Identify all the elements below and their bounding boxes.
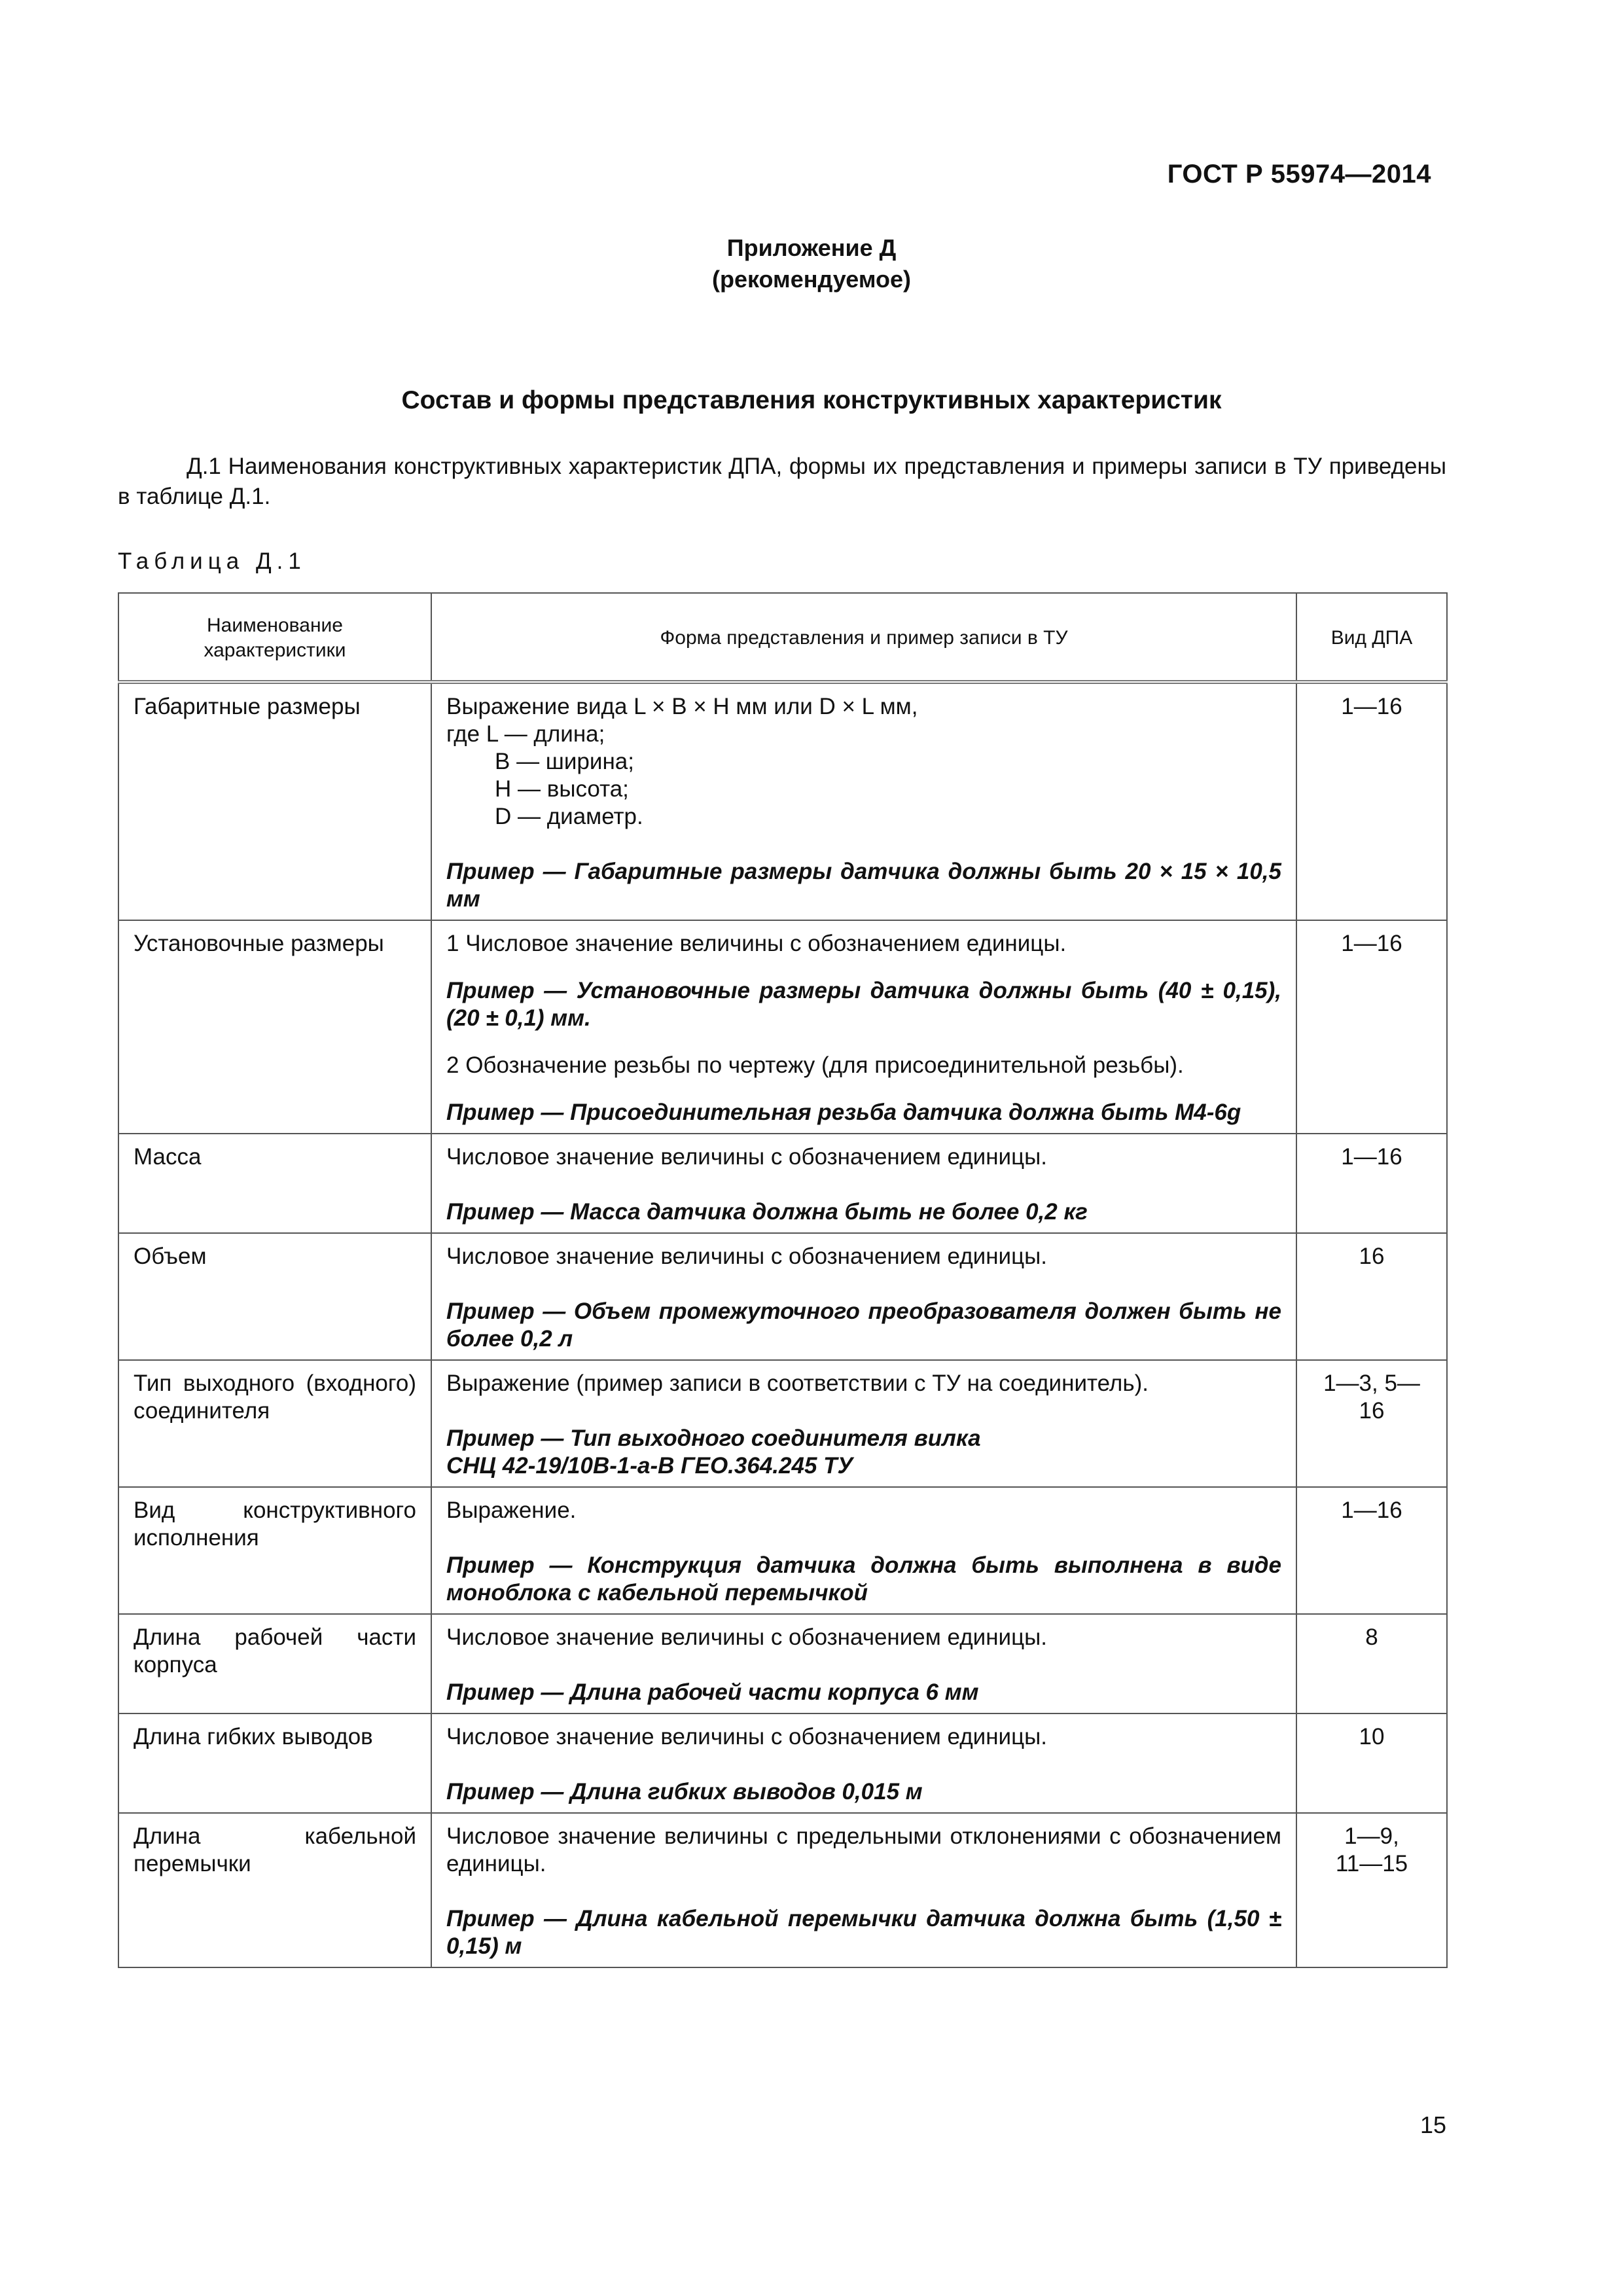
cell-form [431, 920, 1296, 1134]
example-text: Пример — Масса датчика должна быть не более 0,2 кг [446, 1199, 1088, 1225]
cell-form [431, 1487, 1296, 1614]
header-name: Наименование характеристики [118, 593, 431, 682]
cell-name: Установочные размеры [118, 920, 431, 1134]
cell-type: 1—3, 5—16 [1296, 1360, 1447, 1487]
annex-title: Приложение Д [726, 234, 897, 261]
example-text: Пример — Присоединительная резьба датчика должна быть М4-6g [446, 1100, 1241, 1125]
form-line: B — ширина; [495, 749, 634, 774]
cell-form [431, 682, 1296, 920]
form-text: Выражение. [446, 1498, 577, 1523]
cell-name: Масса [118, 1134, 431, 1233]
form-text: 1 Числовое значение величины с обозначением единицы. [446, 931, 1067, 956]
cell-name: Габаритные размеры [118, 682, 431, 920]
annex-status: (рекомендуемое) [712, 266, 911, 293]
cell-form [431, 1360, 1296, 1487]
example-line: СНЦ 42-19/10В-1-а-В ГЕО.364.245 ТУ [446, 1453, 853, 1479]
table-row [118, 1487, 1447, 1614]
form-line: Выражение вида L × B × H мм или D × L мм, [446, 694, 918, 719]
form-line: где L — длина; [446, 721, 605, 747]
example-text: Пример — Длина гибких выводов 0,015 м [446, 1779, 923, 1804]
example-text [446, 1425, 1281, 1480]
example-text: Пример — Конструкция датчика должна быть выполнена в виде моноблока с кабельной перемычкой [446, 1552, 1281, 1605]
header-form: Форма представления и пример записи в ТУ [431, 593, 1296, 682]
example-text: Пример — Габаритные размеры датчика должны быть 20 × 15 × 10,5 мм [446, 859, 1281, 912]
type-line: 11—15 [1335, 1851, 1408, 1876]
intro-paragraph: Д.1 Наименования конструктивных характеристик ДПА, формы их представления и примеры записи в ТУ приведены в таблице Д.1. [118, 454, 1446, 509]
table-row [118, 1614, 1447, 1713]
form-line: H — высота; [495, 776, 629, 802]
cell-type: 1—16 [1296, 1487, 1447, 1614]
cell-type: 10 [1296, 1713, 1447, 1813]
example-text: Пример — Установочные размеры датчика должны быть (40 ± 0,15), (20 ± 0,1) мм. [446, 978, 1281, 1031]
cell-form [431, 1614, 1296, 1713]
form-text: 2 Обозначение резьбы по чертежу (для присоединительной резьбы). [446, 1052, 1184, 1078]
table-row [118, 682, 1447, 920]
form-text: Числовое значение величины с обозначением единицы. [446, 1624, 1048, 1650]
example-text: Пример — Объем промежуточного преобразователя должен быть не более 0,2 л [446, 1299, 1281, 1352]
cell-form [431, 1813, 1296, 1967]
form-text: Числовое значение величины с обозначением единицы. [446, 1724, 1048, 1749]
form-text: Выражение (пример записи в соответствии с ТУ на соединитель). [446, 1371, 1149, 1396]
annex-heading [0, 232, 1623, 295]
cell-name: Вид конструктивного исполнения [118, 1487, 431, 1614]
table-row [118, 1813, 1447, 1967]
form-line: D — диаметр. [495, 804, 643, 829]
page-number: 15 [1419, 2111, 1446, 2138]
table-header-row [118, 593, 1447, 682]
cell-type: 16 [1296, 1233, 1447, 1360]
section-title: Состав и формы представления конструктивных характеристик [401, 386, 1222, 414]
cell-name: Длина кабельной перемычки [118, 1813, 431, 1967]
standard-designation: ГОСТ Р 55974—2014 [1167, 160, 1431, 188]
table-row [118, 1360, 1447, 1487]
cell-name: Тип выходного (входного) соединителя [118, 1360, 431, 1487]
table-row [118, 1233, 1447, 1360]
cell-form [431, 1233, 1296, 1360]
cell-form [431, 1713, 1296, 1813]
cell-name: Объем [118, 1233, 431, 1360]
table-row [118, 920, 1447, 1134]
table-caption: Таблица Д.1 [118, 548, 306, 574]
cell-type: 1—16 [1296, 920, 1447, 1134]
characteristics-table [118, 592, 1448, 1968]
example-text: Пример — Длина кабельной перемычки датчика должна быть (1,50 ± 0,15) м [446, 1906, 1281, 1959]
type-line: 1—9, [1344, 1823, 1399, 1849]
form-text: Числовое значение величины с предельными отклонениями с обозначением единицы. [446, 1823, 1281, 1876]
header-type: Вид ДПА [1296, 593, 1447, 682]
cell-form [431, 1134, 1296, 1233]
form-text: Числовое значение величины с обозначением единицы. [446, 1244, 1048, 1269]
cell-type [1296, 1813, 1447, 1967]
table-row [118, 1134, 1447, 1233]
example-text: Пример — Длина рабочей части корпуса 6 мм [446, 1679, 979, 1705]
example-line: Пример — Тип выходного соединителя вилка [446, 1426, 981, 1451]
form-text: Числовое значение величины с обозначением единицы. [446, 1144, 1048, 1170]
cell-type: 8 [1296, 1614, 1447, 1713]
cell-type: 1—16 [1296, 1134, 1447, 1233]
cell-name: Длина гибких выводов [118, 1713, 431, 1813]
cell-name: Длина рабочей части корпуса [118, 1614, 431, 1713]
table-row [118, 1713, 1447, 1813]
cell-type: 1—16 [1296, 682, 1447, 920]
